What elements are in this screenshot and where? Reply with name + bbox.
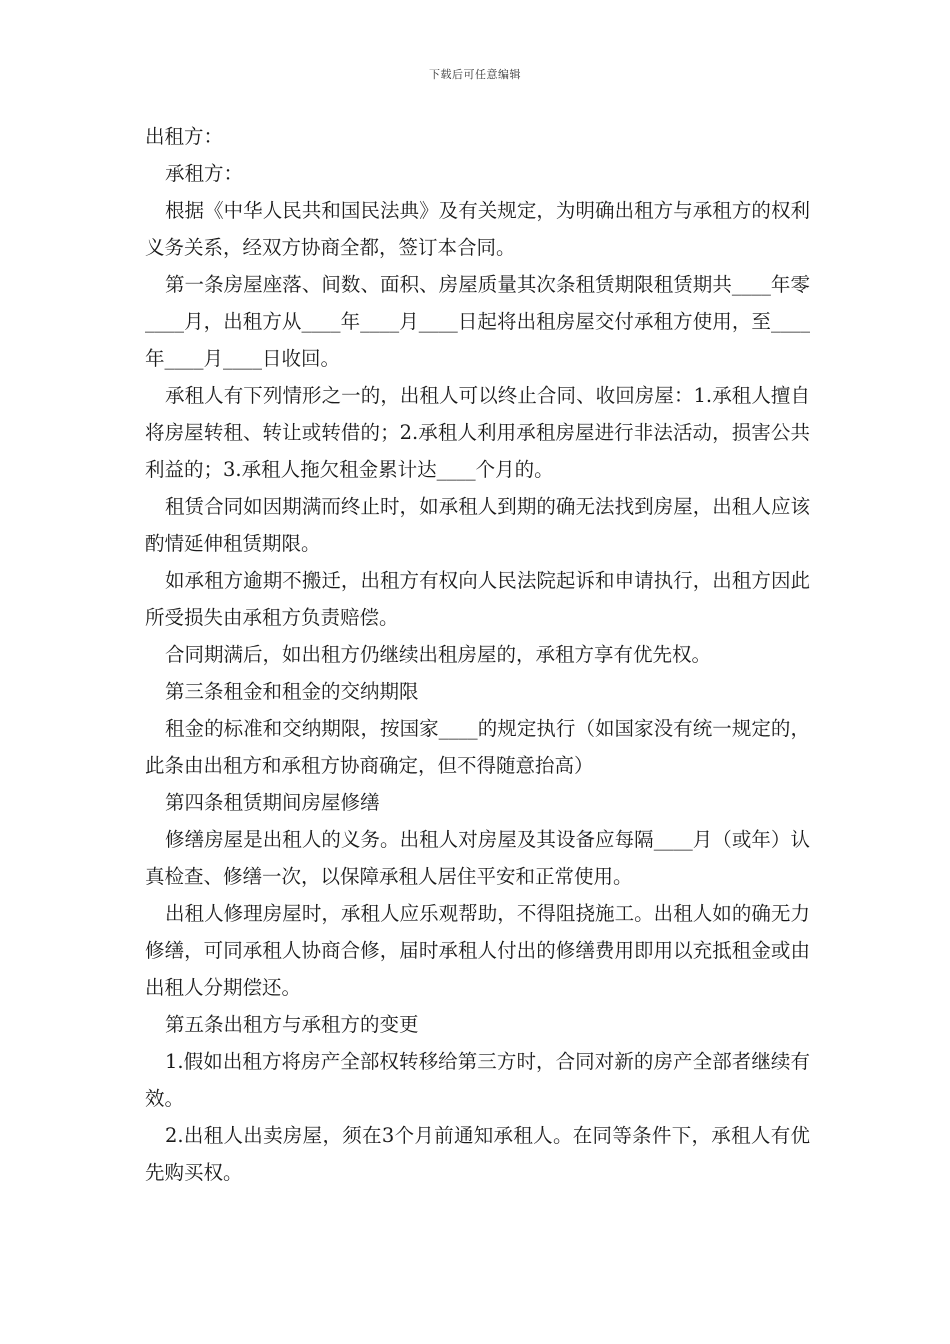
paragraph: 如承租方逾期不搬迁，出租方有权向人民法院起诉和申请执行，出租方因此所受损失由承租方负责赔偿。 [145, 569, 810, 629]
paragraph: 出租人修理房屋时，承租人应乐观帮助，不得阻挠施工。出租人如的确无力修缮，可同承租人协商合修，届时承租人付出的修缮费用即用以充抵租金或由出租人分期偿还。 [145, 902, 810, 999]
paragraph: 承租人有下列情形之一的，出租人可以终止合同、收回房屋：1.承租人擅自将房屋转租、转让或转借的；2.承租人利用承租房屋进行非法活动，损害公共利益的；3.承租人拖欠租金累计达____个月的。 [145, 384, 810, 481]
paragraph: 修缮房屋是出租人的义务。出租人对房屋及其设备应每隔____月（或年）认真检查、修缮一次，以保障承租人居住平安和正常使用。 [145, 828, 810, 888]
section-heading: 第四条租赁期间房屋修缮 [165, 791, 380, 814]
page-header: 下载后可任意编辑 [429, 68, 521, 81]
paragraph: 第一条房屋座落、间数、面积、房屋质量其次条租赁期限租赁期共____年零____月，出租方从____年____月____日起将出租房屋交付承租方使用，至____年____月____日收回。 [145, 273, 810, 370]
section-heading: 第三条租金和租金的交纳期限 [165, 680, 419, 703]
paragraph: 出租方： [145, 125, 224, 148]
section-heading: 第五条出租方与承租方的变更 [165, 1013, 419, 1036]
paragraph: 2.出租人出卖房屋，须在3个月前通知承租人。在同等条件下，承租人有优先购买权。 [145, 1124, 810, 1184]
paragraph: 根据《中华人民共和国民法典》及有关规定，为明确出租方与承租方的权利义务关系，经双方协商全都，签订本合同。 [145, 199, 810, 259]
document-body [145, 118, 810, 1191]
paragraph: 承租方： [165, 162, 244, 185]
paragraph: 租赁合同如因期满而终止时，如承租人到期的确无法找到房屋，出租人应该酌情延伸租赁期限。 [145, 495, 810, 555]
paragraph: 合同期满后，如出租方仍继续出租房屋的，承租方享有优先权。 [165, 643, 712, 666]
paragraph: 租金的标准和交纳期限，按国家____的规定执行（如国家没有统一规定的，此条由出租方和承租方协商确定，但不得随意抬高） [145, 717, 810, 777]
paragraph: 1.假如出租方将房产全部权转移给第三方时，合同对新的房产全部者继续有效。 [145, 1050, 810, 1110]
